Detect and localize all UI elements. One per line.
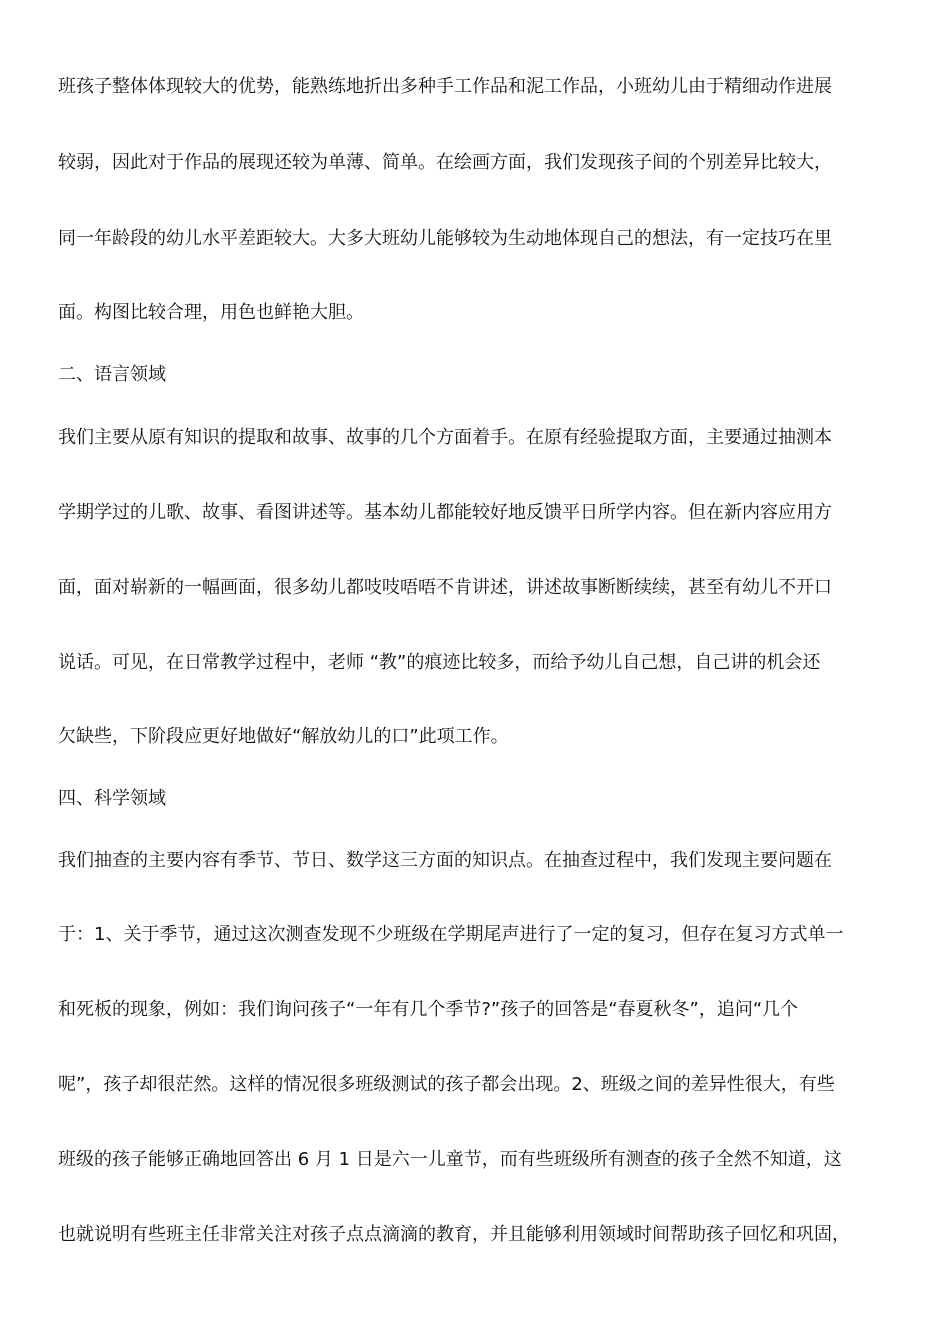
paragraph-line: 学期学过的儿歌、故事、看图讲述等。基本幼儿都能较好地反馈平日所学内容。但在新内容应用方 — [58, 502, 832, 523]
paragraph-line: 较弱，因此对于作品的展现还较为单薄、简单。在绘画方面，我们发现孩子间的个别差异比较大， — [58, 152, 832, 173]
paragraph-line: 欠缺些，下阶段应更好地做好“解放幼儿的口”此项工作。 — [58, 726, 509, 747]
paragraph-line: 也就说明有些班主任非常关注对孩子点点滴滴的教育，并且能够利用领域时间帮助孩子回忆和巩固， — [58, 1224, 850, 1245]
paragraph-line: 班孩子整体体现较大的优势，能熟练地折出多种手工作品和泥工作品，小班幼儿由于精细动作进展 — [58, 76, 832, 97]
paragraph-line: 说话。可见，在日常教学过程中，老师 “教”的痕迹比较多，而给予幼儿自己想，自己讲的机会还 — [58, 652, 821, 673]
paragraph-line: 面。构图比较合理，用色也鲜艳大胆。 — [58, 302, 364, 323]
paragraph-line: 呢”，孩子却很茫然。这样的情况很多班级测试的孩子都会出现。2、班级之间的差异性很大，有些 — [58, 1074, 835, 1095]
paragraph-line: 和死板的现象，例如：我们询问孩子“一年有几个季节?”孩子的回答是“春夏秋冬”，追问“几个 — [58, 999, 799, 1020]
section-heading-science: 四、科学领域 — [58, 788, 166, 809]
paragraph-line: 我们主要从原有知识的提取和故事、故事的几个方面着手。在原有经验提取方面，主要通过抽测本 — [58, 427, 832, 448]
section-heading-language: 二、语言领域 — [58, 364, 166, 385]
paragraph-line: 于：1、关于季节，通过这次测查发现不少班级在学期尾声进行了一定的复习，但存在复习方式单一 — [58, 924, 844, 945]
paragraph-line: 班级的孩子能够正确地回答出 6 月 1 日是六一儿童节，而有些班级所有测查的孩子全然不知道，这 — [58, 1149, 842, 1170]
paragraph-line: 同一年龄段的幼儿水平差距较大。大多大班幼儿能够较为生动地体现自己的想法，有一定技巧在里 — [58, 228, 832, 249]
paragraph-line: 面，面对崭新的一幅画面，很多幼儿都吱吱唔唔不肯讲述，讲述故事断断续续，甚至有幼儿不开口 — [58, 577, 832, 598]
paragraph-line: 我们抽查的主要内容有季节、节日、数学这三方面的知识点。在抽查过程中，我们发现主要问题在 — [58, 850, 832, 871]
